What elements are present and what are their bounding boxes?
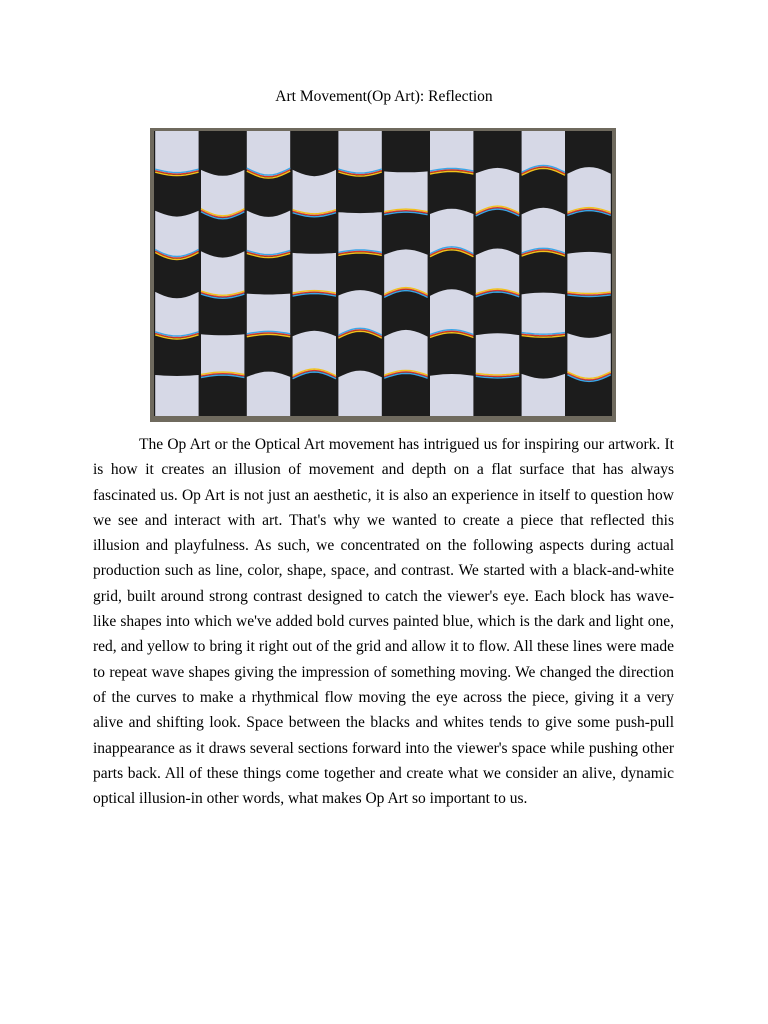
light-cell	[567, 252, 610, 295]
light-cell	[430, 374, 473, 416]
light-cell	[522, 208, 565, 255]
light-cell	[567, 167, 610, 214]
light-cell	[247, 131, 290, 177]
light-cell	[247, 211, 290, 257]
light-cell	[567, 333, 610, 380]
light-cell	[338, 131, 381, 175]
light-cell	[247, 372, 290, 416]
light-cell	[201, 334, 244, 376]
light-cell	[293, 170, 336, 216]
light-cell	[201, 251, 244, 297]
light-cell	[522, 293, 565, 336]
page-title: Art Movement(Op Art): Reflection	[275, 88, 493, 105]
light-cell	[155, 211, 198, 258]
light-cell	[430, 131, 473, 173]
light-cell	[384, 330, 427, 377]
light-cell	[293, 253, 336, 295]
light-cell	[476, 249, 519, 296]
op-art-artwork-image	[150, 128, 616, 422]
light-cell	[338, 212, 381, 254]
light-cell	[476, 333, 519, 376]
light-cell	[338, 371, 381, 416]
light-cell	[384, 171, 427, 213]
light-cell	[155, 292, 198, 338]
light-cell	[247, 294, 290, 336]
light-cell	[155, 375, 198, 416]
light-cell	[155, 131, 198, 174]
light-cell	[201, 170, 244, 217]
light-cell	[430, 289, 473, 336]
body-paragraph: The Op Art or the Optical Art movement has intrigued us for inspiring our artwork. It is how it creates an illusion of movement and depth on a flat surface that has always fascinated us. Op Art is not just an aesthetic, it is also an experience in itself to question how we see and interact with art. That's why we wanted to create a piece that reflected this illusion and playfulness. As such, we concentrated on the following aspects during actual production such as line, color, shape, space, and contrast. We started with a black-and-white grid, built around strong contrast designed to catch the viewer's eye. Each block has wave-like shapes into which we've added bold curves painted blue, which is the dark and light one, red, and yellow to bring it right out of the grid and allow it to flow. All these lines were made to repeat wave shapes giving the impression of something moving. We changed the direction of the curves to make a rhythmical flow moving the eye across the piece, giving it a very alive and shifting look. Space between the blacks and whites tends to give some push-pull inappearance as it draws several sections forward into the viewer's space while pushing other parts back. All of these things come together and create what we consider an alive, dynamic optical illusion-in other words, what makes Op Art so important to us.	[93, 436, 674, 808]
light-cell	[522, 374, 565, 416]
